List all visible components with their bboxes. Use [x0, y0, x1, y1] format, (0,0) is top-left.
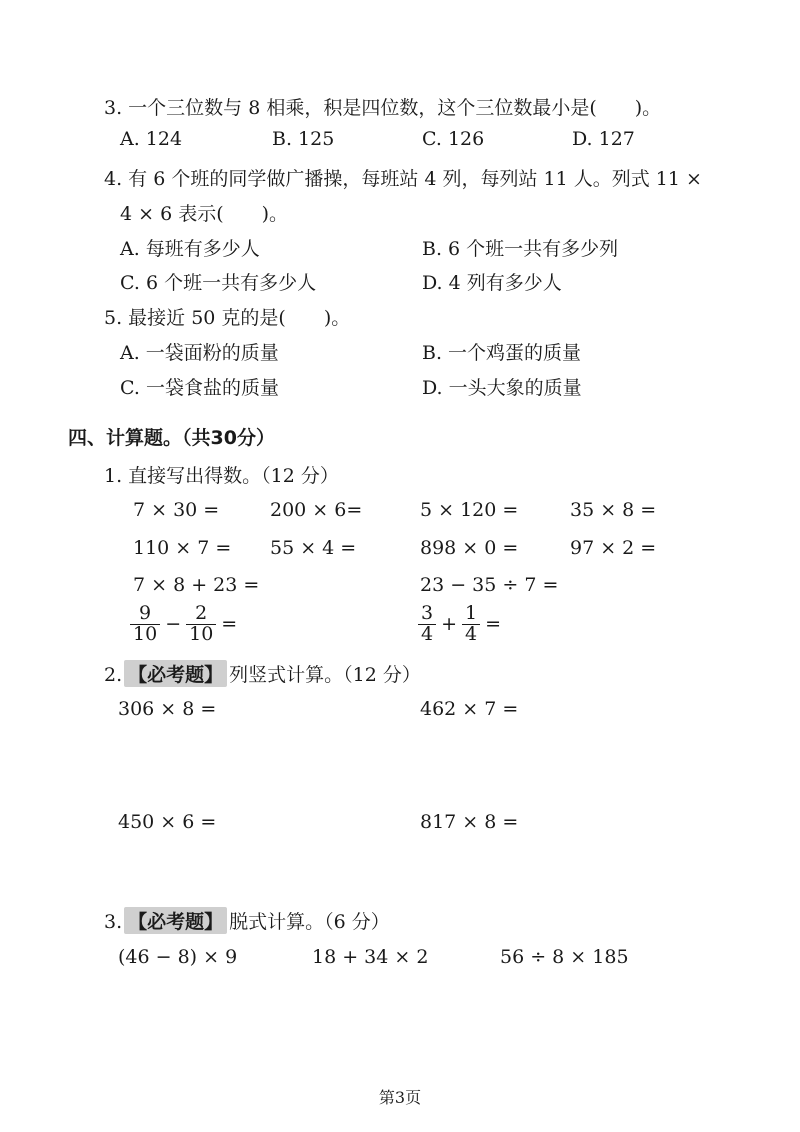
calc1-fraction-expr-1 [130, 604, 237, 645]
calc1-item: 200 × 6= [270, 499, 363, 521]
fraction-denominator: 4 [465, 622, 478, 645]
q4-option-a: A. 每班有多少人 [120, 238, 260, 260]
q3-option-b: B. 125 [272, 128, 335, 150]
fraction-denominator: 4 [421, 622, 434, 645]
calc1-item: 110 × 7 = [133, 537, 232, 559]
section4-title: 四、计算题。（共30分） [68, 427, 275, 449]
q3-option-d: D. 127 [572, 128, 635, 150]
q3-option-c: C. 126 [422, 128, 485, 150]
calc2-item: 306 × 8 = [118, 698, 217, 720]
calc1-item: 898 × 0 = [420, 537, 519, 559]
must-test-badge: 【必考题】 [124, 660, 227, 687]
operator: + [441, 613, 458, 636]
calc1-item: 97 × 2 = [570, 537, 657, 559]
fraction [418, 604, 436, 645]
fraction-denominator: 10 [133, 622, 158, 645]
calc3-title [104, 907, 390, 934]
q5-stem: 5. 最接近 50 克的是( )。 [104, 307, 351, 329]
calc3-text: 脱式计算。（6 分） [229, 911, 390, 933]
q4-option-c: C. 6 个班一共有多少人 [120, 272, 317, 294]
q4-stem-line1: 4. 有 6 个班的同学做广播操，每班站 4 列，每列站 11 人。列式 11 × [104, 168, 702, 190]
q3-option-a: A. 124 [120, 128, 183, 150]
fraction [186, 604, 216, 645]
calc2-item: 817 × 8 = [420, 811, 519, 833]
calc3-item: (46 − 8) × 9 [118, 946, 238, 968]
calc1-item: 7 × 8 + 23 = [133, 574, 260, 596]
operator: − [165, 613, 182, 636]
fraction-numerator: 9 [130, 604, 160, 625]
equals-sign: = [221, 613, 238, 636]
calc2-title [104, 660, 421, 687]
calc1-item: 23 − 35 ÷ 7 = [420, 574, 559, 596]
calc2-item: 462 × 7 = [420, 698, 519, 720]
fraction-numerator: 2 [186, 604, 216, 625]
calc3-item: 18 + 34 × 2 [312, 946, 429, 968]
q3-stem: 3. 一个三位数与 8 相乘，积是四位数，这个三位数最小是( )。 [104, 97, 662, 119]
fraction [462, 604, 480, 645]
calc1-item: 7 × 30 = [133, 499, 220, 521]
calc2-item: 450 × 6 = [118, 811, 217, 833]
q4-option-b: B. 6 个班一共有多少列 [422, 238, 619, 260]
q5-option-c: C. 一袋食盐的质量 [120, 377, 279, 399]
q5-option-a: A. 一袋面粉的质量 [120, 342, 279, 364]
must-test-badge: 【必考题】 [124, 907, 227, 934]
equals-sign: = [485, 613, 502, 636]
fraction-numerator: 1 [462, 604, 480, 625]
q4-stem-line2: 4 × 6 表示( )。 [120, 203, 289, 225]
fraction-denominator: 10 [189, 622, 214, 645]
page-number: 第3页 [378, 1088, 422, 1107]
calc1-item: 35 × 8 = [570, 499, 657, 521]
calc2-number: 2. [104, 664, 123, 686]
calc1-item: 5 × 120 = [420, 499, 519, 521]
calc1-title: 1. 直接写出得数。（12 分） [104, 465, 339, 487]
q4-option-d: D. 4 列有多少人 [422, 272, 562, 294]
fraction-numerator: 3 [418, 604, 436, 625]
fraction [130, 604, 160, 645]
calc1-fraction-expr-2 [418, 604, 501, 645]
calc2-text: 列竖式计算。（12 分） [229, 664, 421, 686]
q5-option-b: B. 一个鸡蛋的质量 [422, 342, 582, 364]
calc3-number: 3. [104, 911, 123, 933]
calc1-item: 55 × 4 = [270, 537, 357, 559]
q5-option-d: D. 一头大象的质量 [422, 377, 582, 399]
calc3-item: 56 ÷ 8 × 185 [500, 946, 629, 968]
